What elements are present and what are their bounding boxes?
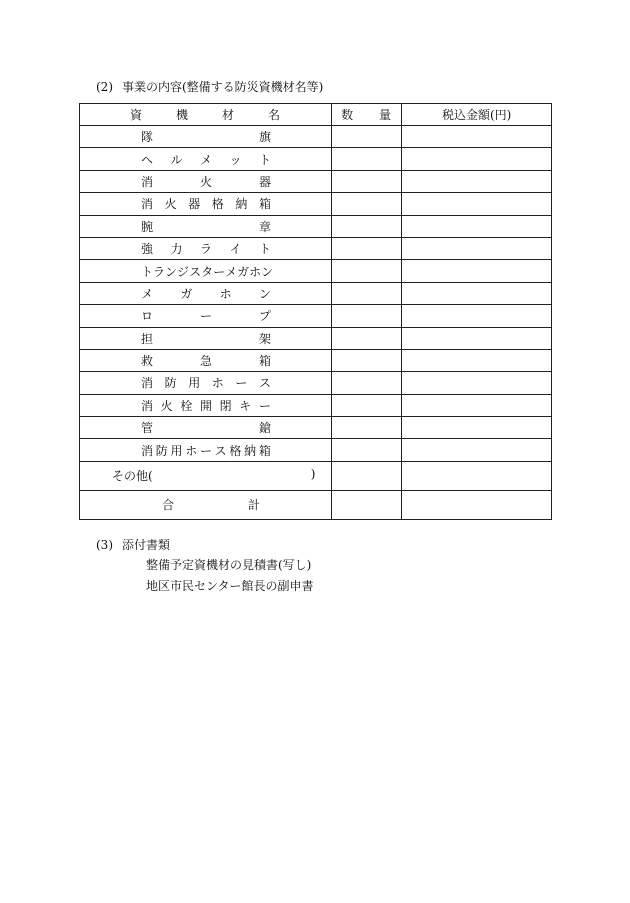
- char: 防: [164, 376, 177, 391]
- char: ン: [261, 264, 274, 279]
- item-quantity-cell[interactable]: [332, 417, 402, 439]
- item-name: [141, 173, 271, 190]
- item-quantity-cell[interactable]: [332, 439, 402, 461]
- char: 防: [155, 443, 168, 458]
- item-amount-cell[interactable]: [402, 349, 552, 371]
- total-label: [162, 496, 260, 513]
- char: 資: [130, 108, 143, 122]
- char: ス: [189, 264, 202, 279]
- item-quantity-cell[interactable]: [332, 237, 402, 259]
- item-name: [141, 240, 271, 257]
- char: 用: [188, 376, 201, 391]
- char: 急: [199, 354, 212, 369]
- char: ホ: [249, 264, 262, 279]
- item-quantity-cell[interactable]: [332, 394, 402, 416]
- header-amount-text: 税込金額(円): [441, 108, 512, 122]
- char: 火: [164, 197, 177, 212]
- char: 数: [341, 108, 354, 122]
- char: 管: [141, 421, 154, 436]
- item-amount-cell[interactable]: [402, 282, 552, 304]
- char: 火: [199, 174, 212, 189]
- item-amount-cell[interactable]: [402, 170, 552, 192]
- table-row: [80, 126, 552, 148]
- char: 箱: [258, 354, 271, 369]
- item-name-cell: [80, 417, 332, 439]
- attachment-item-1: 整備予定資機材の見積書(写し): [146, 558, 312, 572]
- char: 格: [229, 443, 242, 458]
- char: 閉: [219, 398, 232, 413]
- item-name: [141, 374, 271, 391]
- item-name: [141, 307, 271, 324]
- section-3-title: 添付書類: [122, 538, 171, 552]
- char: 計: [247, 498, 260, 513]
- table-row: [80, 327, 552, 349]
- attachment-item-2: 地区市民センター館長の副申書: [146, 579, 314, 593]
- item-quantity-cell[interactable]: [332, 193, 402, 215]
- char: プ: [258, 309, 271, 324]
- item-amount-cell[interactable]: [402, 215, 552, 237]
- char: ヘ: [141, 152, 154, 167]
- item-amount-cell[interactable]: [402, 260, 552, 282]
- char: 箱: [258, 443, 271, 458]
- item-name-cell: [80, 170, 332, 192]
- char: ラ: [153, 264, 166, 279]
- char: 隊: [141, 130, 154, 145]
- table-row-total: [80, 490, 552, 519]
- char: 格: [211, 197, 224, 212]
- char: 納: [235, 197, 248, 212]
- char: 担: [141, 331, 154, 346]
- item-name-cell: [80, 193, 332, 215]
- char: ス: [258, 376, 271, 391]
- char: 用: [170, 443, 183, 458]
- char: 栓: [180, 398, 193, 413]
- item-amount-cell[interactable]: [402, 237, 552, 259]
- char: 消: [141, 174, 154, 189]
- char: 機: [175, 108, 188, 122]
- header-amount: [402, 104, 552, 126]
- char: ー: [258, 398, 271, 413]
- char: ン: [258, 286, 271, 301]
- header-name-text: [130, 106, 280, 123]
- item-name-cell: [80, 237, 332, 259]
- item-name: [141, 263, 274, 280]
- item-amount-cell[interactable]: [402, 439, 552, 461]
- char: 箱: [258, 197, 271, 212]
- table-row: [80, 394, 552, 416]
- char: 救: [141, 354, 154, 369]
- char: 架: [258, 331, 271, 346]
- item-amount-cell[interactable]: [402, 148, 552, 170]
- section-2-heading: [96, 79, 323, 95]
- table-row: [80, 305, 552, 327]
- char: ー: [199, 309, 212, 324]
- table-header-row: [80, 104, 552, 126]
- equipment-table: [79, 103, 552, 520]
- item-amount-cell[interactable]: [402, 126, 552, 148]
- item-quantity-cell[interactable]: [332, 215, 402, 237]
- table-row: [80, 282, 552, 304]
- section-3-number: (3): [96, 538, 113, 552]
- char: 旗: [258, 130, 271, 145]
- char: 消: [141, 398, 154, 413]
- char: 腕: [141, 219, 154, 234]
- table-row: [80, 215, 552, 237]
- item-quantity-cell[interactable]: [332, 305, 402, 327]
- char: イ: [229, 242, 242, 257]
- item-amount-cell[interactable]: [402, 193, 552, 215]
- char: 名: [267, 108, 280, 122]
- item-amount-cell[interactable]: [402, 327, 552, 349]
- item-name-cell: [80, 126, 332, 148]
- item-quantity-cell[interactable]: [332, 260, 402, 282]
- char: タ: [201, 264, 214, 279]
- item-name: [141, 151, 271, 168]
- section-3-heading: [96, 537, 170, 553]
- char: 強: [141, 242, 154, 257]
- item-name: [141, 397, 271, 414]
- section-2-title: 事業の内容(整備する防災資機材名等): [122, 80, 324, 94]
- other-close: ): [310, 467, 316, 482]
- other-cell: [80, 461, 332, 490]
- item-name: [141, 195, 271, 212]
- item-quantity-cell[interactable]: [332, 282, 402, 304]
- char: ー: [213, 264, 226, 279]
- total-amount-cell[interactable]: [402, 490, 552, 519]
- item-name-cell: [80, 372, 332, 394]
- char: ト: [141, 264, 154, 279]
- char: 器: [188, 197, 201, 212]
- char: 開: [199, 398, 212, 413]
- char: ホ: [185, 443, 198, 458]
- item-name: [141, 419, 271, 436]
- item-quantity-cell[interactable]: [332, 126, 402, 148]
- header-quantity-text: [341, 106, 391, 123]
- table-row: [80, 148, 552, 170]
- char: ン: [165, 264, 178, 279]
- char: メ: [225, 264, 238, 279]
- table-row: [80, 193, 552, 215]
- item-amount-cell[interactable]: [402, 417, 552, 439]
- char: 材: [221, 108, 234, 122]
- table-body: [80, 126, 552, 462]
- char: 納: [244, 443, 257, 458]
- item-amount-cell[interactable]: [402, 305, 552, 327]
- item-name: [141, 442, 271, 459]
- char: メ: [141, 286, 154, 301]
- item-amount-cell[interactable]: [402, 372, 552, 394]
- char: ト: [258, 242, 271, 257]
- total-cell: [80, 490, 332, 519]
- char: ホ: [211, 376, 224, 391]
- item-quantity-cell[interactable]: [332, 349, 402, 371]
- item-name: [141, 352, 271, 369]
- char: ー: [199, 443, 212, 458]
- char: 消: [141, 443, 154, 458]
- char: 力: [170, 242, 183, 257]
- other-quantity-cell[interactable]: [332, 461, 402, 490]
- char: 章: [258, 219, 271, 234]
- item-name-cell: [80, 282, 332, 304]
- item-name-cell: [80, 305, 332, 327]
- item-amount-cell[interactable]: [402, 394, 552, 416]
- header-name: [80, 104, 332, 126]
- item-quantity-cell[interactable]: [332, 372, 402, 394]
- other-label: その他(: [112, 469, 153, 484]
- section-2-number: (2): [96, 80, 113, 94]
- item-name: [141, 285, 271, 302]
- table-row: [80, 439, 552, 461]
- char: ホ: [219, 286, 232, 301]
- other-amount-cell[interactable]: [402, 461, 552, 490]
- item-name-cell: [80, 439, 332, 461]
- item-name-cell: [80, 349, 332, 371]
- table-row: [80, 260, 552, 282]
- item-name: [141, 218, 271, 235]
- char: キ: [239, 398, 252, 413]
- char: 器: [258, 174, 271, 189]
- char: ー: [235, 376, 248, 391]
- char: メ: [199, 152, 212, 167]
- item-name-cell: [80, 394, 332, 416]
- char: 消: [141, 376, 154, 391]
- header-quantity: [332, 104, 402, 126]
- item-name: [141, 330, 271, 347]
- char: 火: [160, 398, 173, 413]
- item-quantity-cell[interactable]: [332, 148, 402, 170]
- char: ス: [214, 443, 227, 458]
- char: 消: [141, 197, 154, 212]
- char: 合: [162, 498, 175, 513]
- char: ト: [258, 152, 271, 167]
- table-row: [80, 349, 552, 371]
- item-name-cell: [80, 148, 332, 170]
- char: ガ: [180, 286, 193, 301]
- char: ル: [170, 152, 183, 167]
- char: 量: [379, 108, 392, 122]
- char: ガ: [237, 264, 250, 279]
- table-row: [80, 237, 552, 259]
- table-row: [80, 372, 552, 394]
- table-row: [80, 170, 552, 192]
- table-row: [80, 417, 552, 439]
- char: ッ: [229, 152, 242, 167]
- item-name-cell: [80, 260, 332, 282]
- char: ロ: [141, 309, 154, 324]
- char: ジ: [177, 264, 190, 279]
- item-quantity-cell[interactable]: [332, 170, 402, 192]
- char: 鎗: [258, 421, 271, 436]
- item-name-cell: [80, 327, 332, 349]
- char: ラ: [199, 242, 212, 257]
- item-name-cell: [80, 215, 332, 237]
- item-name: [141, 128, 271, 145]
- total-quantity-cell[interactable]: [332, 490, 402, 519]
- item-quantity-cell[interactable]: [332, 327, 402, 349]
- table-row-other: [80, 461, 552, 490]
